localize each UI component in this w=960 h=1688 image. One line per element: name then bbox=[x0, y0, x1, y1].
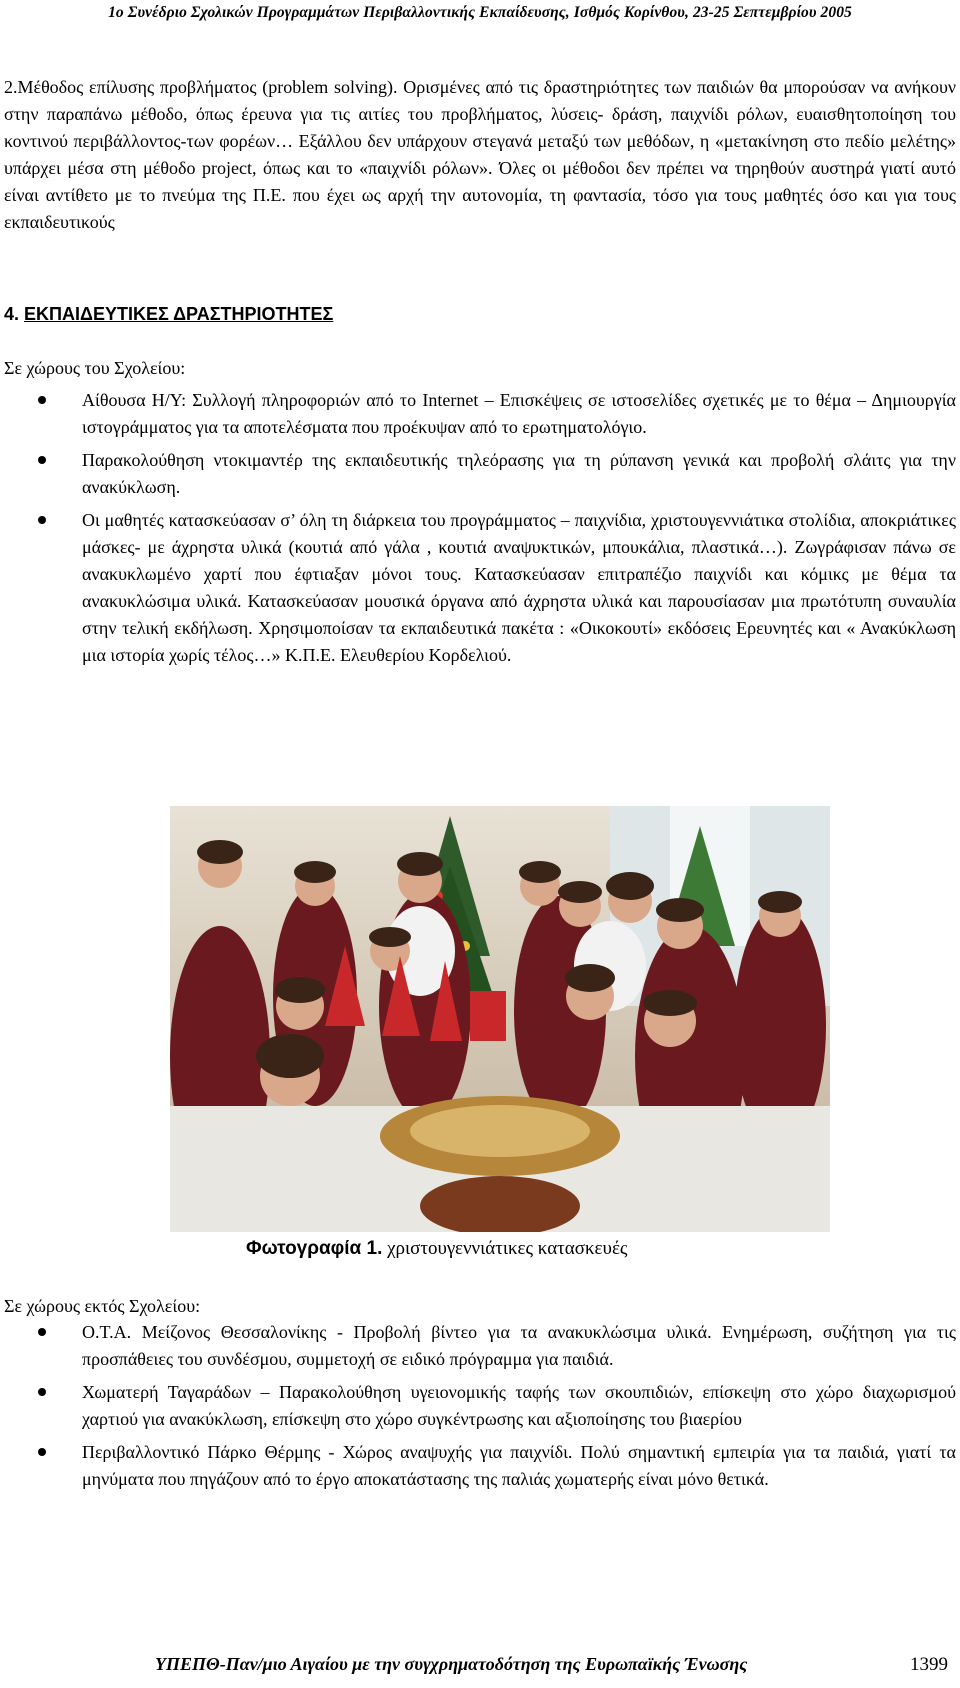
inside-school-list bbox=[38, 387, 956, 675]
section-title: ΕΚΠΑΙΔΕΥΤΙΚΕΣ ΔΡΑΣΤΗΡΙΟΤΗΤΕΣ bbox=[24, 304, 334, 324]
intro-paragraph: 2.Μέθοδος επίλυσης προβλήματος (problem solving). Ορισμένες από τις δραστηριότητες των παιδιών θα μπορούσαν να ανήκουν στην παραπάνω μέθοδο, όπως έρευνα για τις αιτίες του προβλήματος, λύσεις- δράση, παιχνίδι ρόλων, ευαισθητοποίηση του κοντινού περιβάλλοντος-των φορέων… Εξάλλου δεν υπάρχουν στεγανά μεταξύ των μεθόδων, η «μετακίνηση στο πεδίο μελέτης» υπάρχει μέσα στη μέθοδο project, όπως και το «παιχνίδι ρόλων». Όλες οι μέθοδοι δεν πρέπει να τηρηθούν αυστηρά γιατί αυτό είναι αντίθετο με το πνεύμα της Π.Ε. που έχει ως αρχή την αυτονομία, τη φαντασία, τόσο για τους μαθητές όσο και για τους εκπαιδευτικούς bbox=[4, 77, 956, 232]
list-item: Περιβαλλοντικό Πάρκο Θέρμης - Χώρος αναψυχής για παιχνίδι. Πολύ σημαντική εμπειρία για τα παιδιά, γιατί τα μηνύματα που πηγάζουν από το έργο αποκατάστασης της παλιάς χωματερής είναι μόνο θετικά. bbox=[38, 1439, 956, 1493]
bullet-icon bbox=[38, 1448, 46, 1456]
page-number: 1399 bbox=[910, 1654, 948, 1675]
outside-school-label: Σε χώρους εκτός Σχολείου: bbox=[4, 1296, 201, 1316]
bullet-icon bbox=[38, 1388, 46, 1396]
photo-caption bbox=[246, 1238, 627, 1260]
photo-caption-text: χριστουγεννιάτικες κατασκευές bbox=[382, 1238, 628, 1259]
list-item: Χωματερή Ταγαράδων – Παρακολούθηση υγειονομικής ταφής των σκουπιδιών, επίσκεψη στο χώρο διαχωρισμού χαρτιού για ανακύκλωση, επίσκεψη στο χώρο συγκέντρωσης και αξιοποίησης του βιαερίου bbox=[38, 1379, 956, 1433]
page-header: 1ο Συνέδριο Σχολικών Προγραμμάτων Περιβαλλοντικής Εκπαίδευσης, Ισθμός Κορίνθου, 23-25 Σεπτεμβρίου 2005 bbox=[108, 4, 852, 21]
inside-school-label: Σε χώρους του Σχολείου: bbox=[4, 358, 186, 378]
footer-text: ΥΠΕΠΘ-Παν/μιο Αιγαίου με την συγχρηματοδότηση της Ευρωπαϊκής Ένωσης bbox=[155, 1654, 748, 1674]
photo-illustration bbox=[170, 806, 830, 1232]
bullet-icon bbox=[38, 1328, 46, 1336]
bullet-icon bbox=[38, 456, 46, 464]
photo-caption-label: Φωτογραφία 1. bbox=[246, 1238, 383, 1259]
bullet-icon bbox=[38, 396, 46, 404]
list-item: Παρακολούθηση ντοκιμαντέρ της εκπαιδευτικής τηλεόρασης για τη ρύπανση γενικά και προβολή σλάιτς για την ανακύκλωση. bbox=[38, 447, 956, 501]
section-number: 4. bbox=[4, 304, 20, 324]
list-item: Οι μαθητές κατασκεύασαν σ’ όλη τη διάρκεια του προγράμματος – παιχνίδια, χριστουγεννιάτικα στολίδια, αποκριάτικες μάσκες- με άχρηστα υλικά (κουτιά από γάλα , κουτιά αναψυκτικών, μπουκάλια, πλαστικά…). Ζωγράφισαν πάνω σε ανακυκλωμένο χαρτί που έφτιαξαν μόνοι τους. Κατασκεύασαν επιτραπέζιο παιχνίδι και κόμικς με θέμα τα ανακυκλώσιμα υλικά. Κατασκεύασαν μουσικά όργανα από άχρηστα υλικά και παρουσίασαν μια πρωτότυπη συναυλία στην τελική εκδήλωση. Χρησιμοποίσαν τα εκπαιδευτικά πακέτα : «Οικοκουτί» εκδόσεις Ερευνητές και « Ανακύκλωση μια ιστορία χωρίς τέλος…» Κ.Π.Ε. Ελευθερίου Κορδελιού. bbox=[38, 507, 956, 669]
outside-school-list bbox=[38, 1319, 956, 1499]
classroom-photo bbox=[170, 806, 830, 1232]
bullet-icon bbox=[38, 516, 46, 524]
list-item: Ο.Τ.Α. Μείζονος Θεσσαλονίκης - Προβολή βίντεο για τα ανακυκλώσιμα υλικά. Ενημέρωση, συζήτηση για τις προσπάθειες του συνδέσμου, συμμετοχή σε ειδικό πρόγραμμα για παιδιά. bbox=[38, 1319, 956, 1373]
list-item: Αίθουσα Η/Υ: Συλλογή πληροφοριών από το Internet – Επισκέψεις σε ιστοσελίδες σχετικές με το θέμα – Δημιουργία ιστογράμματος για τα αποτελέσματα που προέκυψαν από το ερωτηματολόγιο. bbox=[38, 387, 956, 441]
section-heading bbox=[4, 304, 333, 325]
